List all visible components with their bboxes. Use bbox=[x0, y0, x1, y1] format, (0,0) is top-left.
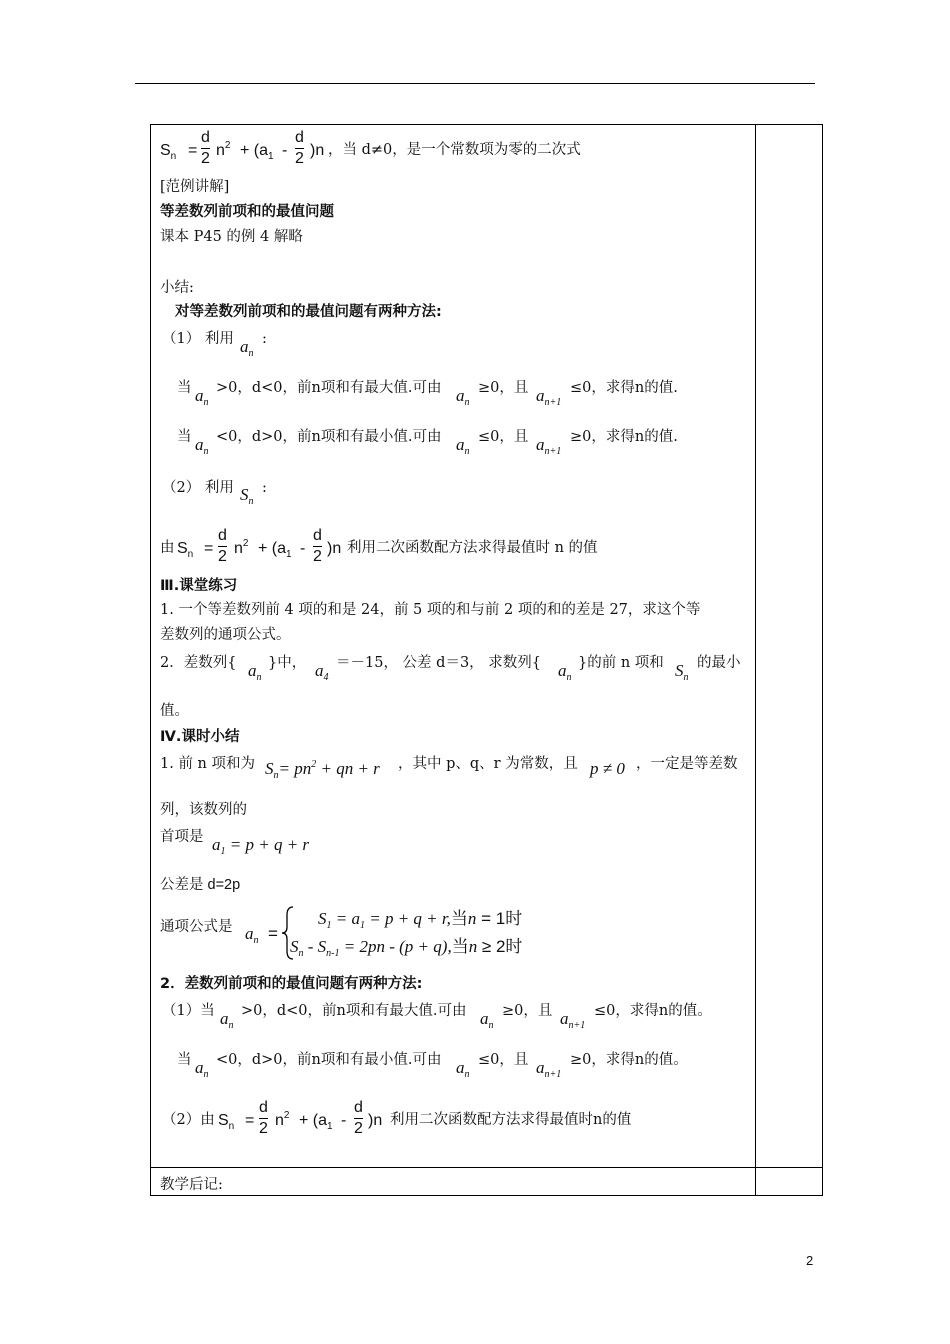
condition-le: ≤0，且 bbox=[478, 429, 529, 445]
when-label: 当 bbox=[177, 1052, 192, 1068]
a4-symbol: $a_4$ bbox=[315, 661, 329, 683]
formula-minus: - bbox=[282, 142, 288, 159]
condition-ge: ≥0，且 bbox=[478, 380, 529, 396]
formula-eq: = bbox=[188, 142, 198, 159]
table-row-divider bbox=[150, 1167, 823, 1168]
condition-min: <0，d>0，前n项和有最小值.可由 bbox=[216, 1052, 442, 1068]
condition-ge: ≥0，且 bbox=[502, 1003, 553, 1019]
an-symbol: $a_n$ bbox=[240, 337, 254, 359]
condition-le: ≤0，且 bbox=[478, 1052, 529, 1068]
exercise-2-ask: }的前 n 项和 bbox=[578, 655, 664, 671]
formula-eq: = bbox=[245, 1112, 255, 1129]
method-2-description: 利用二次函数配方法求得最值时 n 的值 bbox=[347, 540, 598, 556]
formula-n-squared: $n^2$ bbox=[216, 140, 231, 159]
an-symbol: $a_n$ bbox=[456, 435, 470, 457]
an-plus-1-symbol: $a_{n+1}$ bbox=[536, 435, 562, 457]
exercise-2-in: }中， bbox=[268, 655, 307, 671]
condition-min: <0，d>0，前n项和有最小值.可由 bbox=[216, 429, 442, 445]
summary-2-1-prefix: （1）当 bbox=[162, 1003, 215, 1019]
fraction-d-over-2-b: d 2 bbox=[354, 1099, 363, 1137]
formula-sn: $S_n$ bbox=[218, 1112, 235, 1132]
table-column-divider bbox=[755, 124, 756, 1196]
exercise-2-end: 值。 bbox=[160, 703, 189, 719]
formula-plus-a1: + ($a_1$ bbox=[258, 540, 292, 560]
condition-tail: ≥0，求得n的值. bbox=[570, 429, 678, 445]
condition-tail: ≥0，求得n的值。 bbox=[570, 1052, 688, 1068]
textbook-reference: 课本 P45 的例 4 解略 bbox=[160, 229, 303, 245]
colon: : bbox=[262, 480, 267, 496]
summary-1-condition: ，其中 p、q、r 为常数，且 bbox=[398, 756, 578, 772]
piecewise-row-2: $S_n - S_{n-1} = 2pn - (p + q)$,当n ≥ 2时 bbox=[290, 937, 523, 959]
section-summary-heading: Ⅳ.课时小结 bbox=[160, 729, 240, 745]
an-plus-1-symbol: $a_{n+1}$ bbox=[536, 386, 562, 408]
an-symbol: $a_n$ bbox=[558, 661, 572, 683]
fraction-d-over-2: d 2 bbox=[201, 129, 210, 167]
sn-symbol: $S_n$ bbox=[240, 485, 254, 507]
an-symbol: $a_n$ bbox=[195, 1058, 209, 1080]
when-label: 当 bbox=[177, 380, 192, 396]
summary-1-line-2: 列，该数列的 bbox=[160, 802, 247, 818]
condition-tail: ≤0，求得n的值。 bbox=[594, 1003, 712, 1019]
formula-minus: - bbox=[341, 1112, 347, 1129]
formula-eq: = bbox=[204, 540, 214, 557]
formula-sn: $S_n$ bbox=[160, 142, 177, 162]
exercise-1-line-1: 1. 一个等差数列前 4 项的和是 24，前 5 项的和与前 2 项的和的差是 27，求这个等 bbox=[160, 602, 701, 618]
summary-2-heading: 2．差数列前项和的最值问题有两种方法: bbox=[160, 976, 423, 992]
formula-eq: = bbox=[268, 924, 278, 943]
from-label: 由 bbox=[160, 540, 175, 556]
summary-1-prefix: 1. 前 n 项和为 bbox=[160, 756, 256, 772]
an-symbol: $a_n$ bbox=[220, 1009, 234, 1031]
an-symbol: $a_n$ bbox=[245, 924, 259, 946]
condition-tail: ≤0，求得n的值. bbox=[570, 380, 678, 396]
general-term-label: 通项公式是 bbox=[160, 919, 233, 935]
when-label: 当 bbox=[177, 429, 192, 445]
method-2-description: 利用二次函数配方法求得最值时n的值 bbox=[390, 1112, 632, 1128]
sn-symbol: $S_n$ bbox=[675, 661, 689, 683]
page-number: 2 bbox=[806, 1253, 814, 1268]
an-symbol: $a_n$ bbox=[456, 386, 470, 408]
an-plus-1-symbol: $a_{n+1}$ bbox=[536, 1058, 562, 1080]
summary-2-2-prefix: （2）由 bbox=[162, 1112, 215, 1128]
an-symbol: $a_n$ bbox=[480, 1009, 494, 1031]
an-symbol: $a_n$ bbox=[456, 1058, 470, 1080]
fraction-d-over-2-b: d 2 bbox=[313, 527, 322, 565]
condition-max: >0，d<0，前n项和有最大值.可由 bbox=[216, 380, 442, 396]
formula-n-squared: $n^2$ bbox=[234, 538, 249, 557]
method-2-label: （2） 利用 bbox=[162, 480, 234, 496]
condition-max: >0，d<0，前n项和有最大值.可由 bbox=[241, 1003, 467, 1019]
exercise-2-prefix: 2．差数列{ bbox=[160, 655, 237, 671]
colon: : bbox=[262, 331, 267, 347]
fraction-d-over-2: d 2 bbox=[218, 527, 227, 565]
section-example-heading: [范例讲解] bbox=[160, 179, 230, 195]
formula-minus: - bbox=[300, 540, 306, 557]
topic-title: 等差数列前项和的最值问题 bbox=[160, 204, 334, 220]
formula-plus-a1: + ($a_1$ bbox=[240, 142, 274, 162]
summary-1-tail: ，一定是等差数 bbox=[636, 756, 738, 772]
section-practice-heading: Ⅲ.课堂练习 bbox=[160, 578, 238, 594]
fraction-d-over-2-b: d 2 bbox=[295, 129, 304, 167]
formula-plus-a1: + ($a_1$ bbox=[299, 1112, 333, 1132]
formula-p-nonzero: p ≠ 0 bbox=[590, 759, 625, 778]
exercise-2-tail: 的最小 bbox=[697, 655, 741, 671]
exercise-2-given: ＝－15， 公差 d＝3， 求数列{ bbox=[336, 655, 542, 671]
line-sn-description: ，当 d≠0，是一个常数项为零的二次式 bbox=[328, 142, 581, 158]
formula-sn-general: $S_n= pn^2$ + qn + r bbox=[265, 759, 380, 781]
fraction-d-over-2: d 2 bbox=[259, 1099, 268, 1137]
formula-close-n: )n bbox=[310, 142, 325, 159]
summary-label: 小结: bbox=[160, 280, 194, 296]
formula-first-term: $a_1 = p + q + r$ bbox=[212, 835, 310, 857]
methods-heading: 对等差数列前项和的最值问题有两种方法: bbox=[175, 304, 442, 320]
formula-n-squared: $n^2$ bbox=[275, 1110, 290, 1129]
an-symbol: $a_n$ bbox=[248, 661, 262, 683]
exercise-1-line-2: 差数列的通项公式。 bbox=[160, 627, 291, 643]
an-symbol: $a_n$ bbox=[195, 435, 209, 457]
formula-sn: $S_n$ bbox=[177, 540, 194, 560]
teaching-notes-label: 教学后记: bbox=[160, 1177, 223, 1193]
method-1-label: （1） 利用 bbox=[162, 331, 234, 347]
piecewise-row-1: $S_1 = a_1 = p + q + r$,当n = 1时 bbox=[318, 909, 523, 931]
formula-close-n: )n bbox=[368, 1112, 383, 1129]
an-symbol: $a_n$ bbox=[195, 386, 209, 408]
first-term-label: 首项是 bbox=[160, 829, 204, 845]
header-rule bbox=[135, 83, 815, 84]
common-difference: 公差是 d=2p bbox=[160, 877, 241, 893]
formula-close-n: )n bbox=[327, 540, 342, 557]
an-plus-1-symbol: $a_{n+1}$ bbox=[560, 1009, 586, 1031]
